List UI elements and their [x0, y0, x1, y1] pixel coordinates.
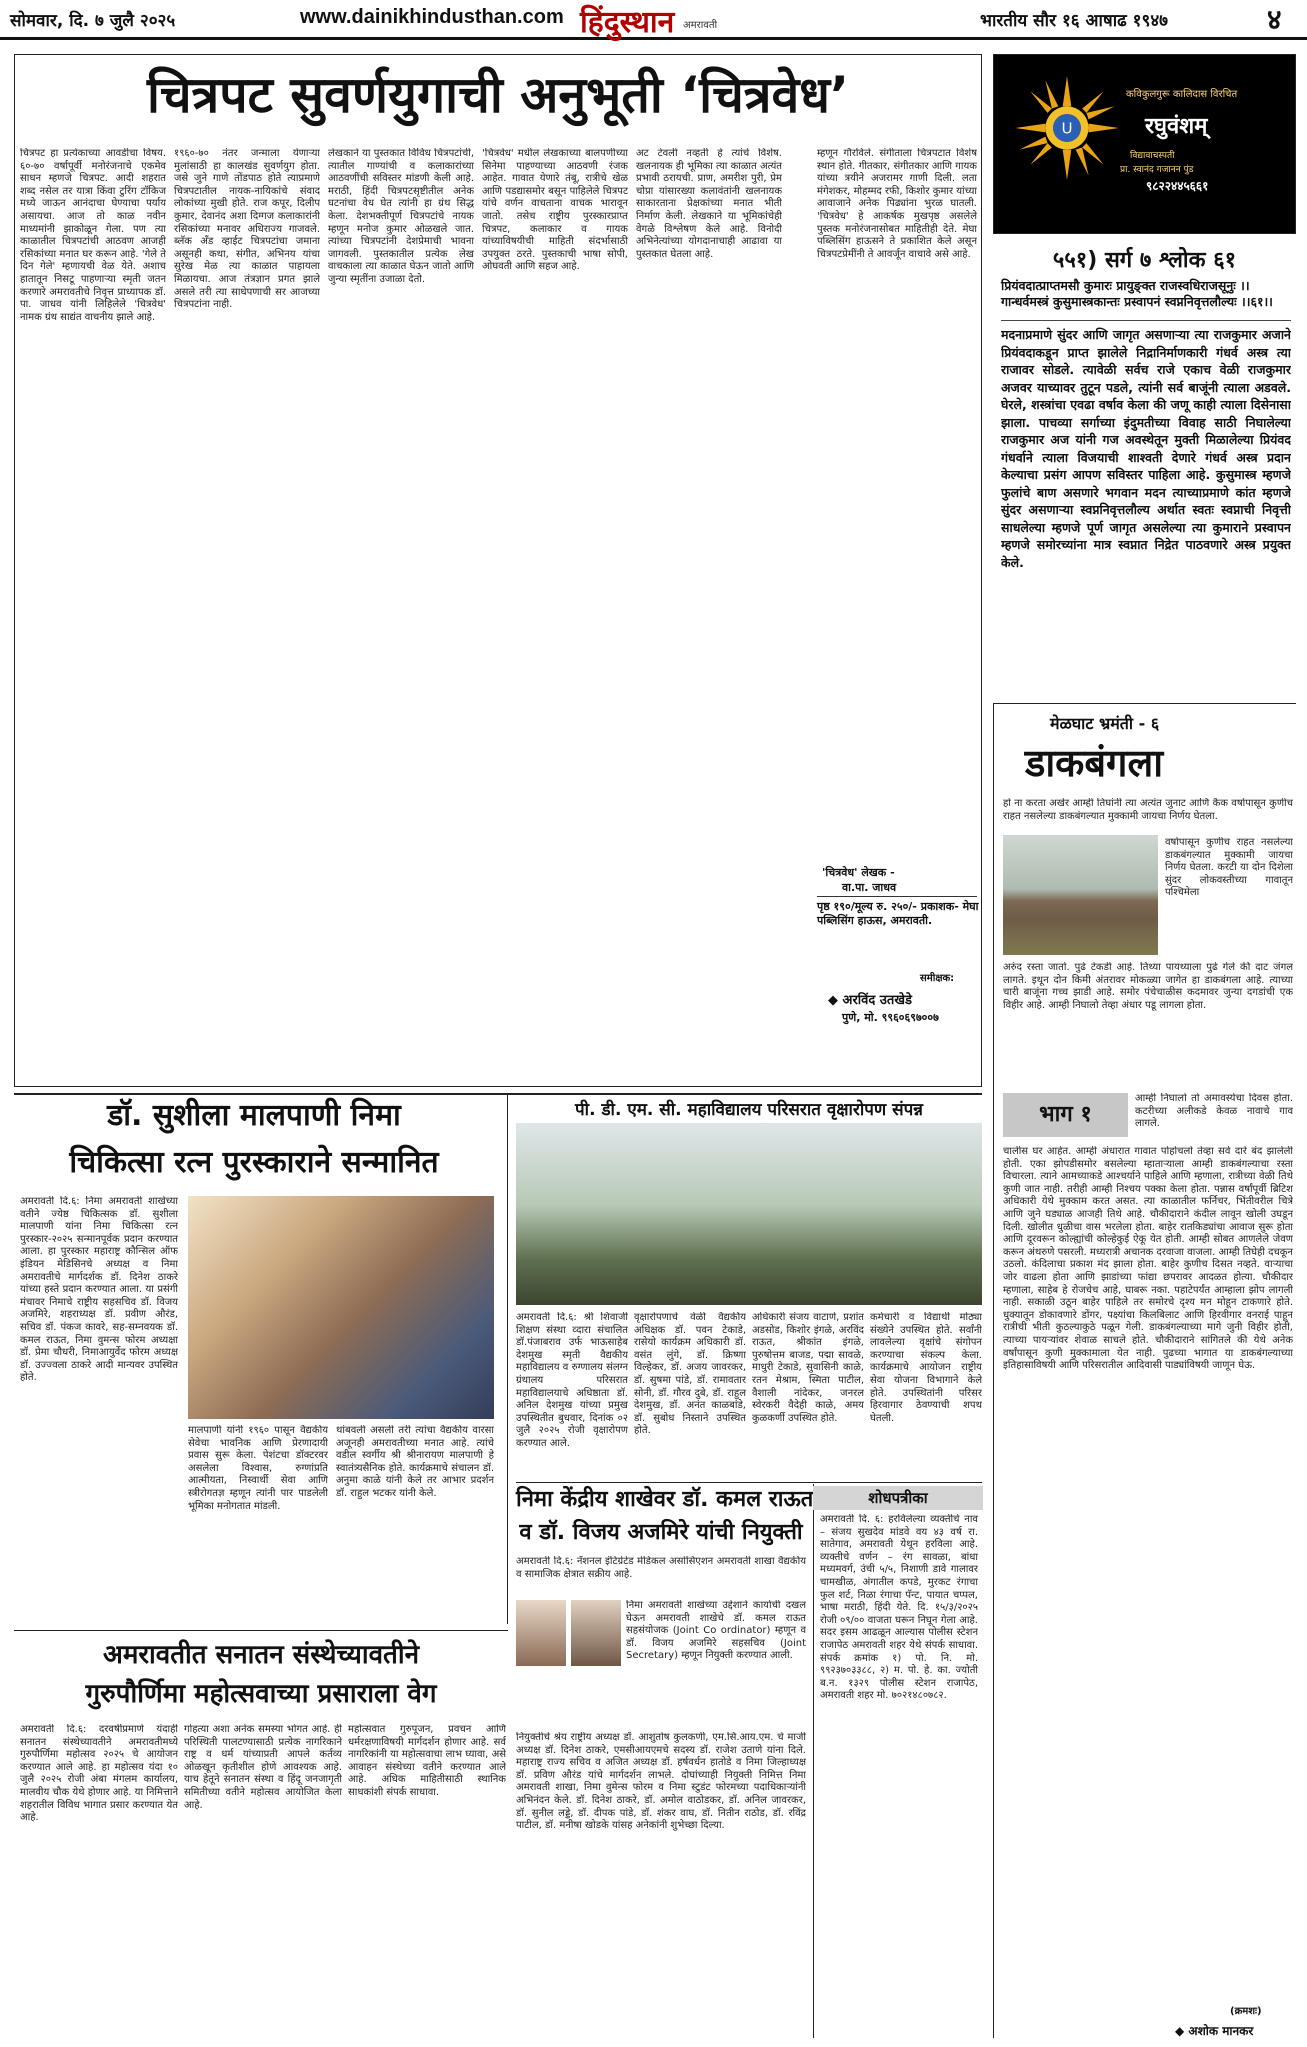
tree-column-4: कर्मचारी व विद्यार्थी मोठ्या संख्येने उपस्थित होते. सर्वांनी लावलेल्या वृक्षांचे संगोपन करण्याचा संकल्प केला. कार्यक्रमाचे आयोजन राष्ट्रीय सेवा योजना विभागाने केले होते. उपस्थितांनी परिसर हिरवागार ठेवण्याची शपथ घेतली. — [870, 1312, 982, 1424]
ad-title: रघुवंशम् — [1145, 114, 1208, 139]
svg-text:U: U — [1061, 119, 1073, 138]
sushila-column-1: अमरावती दि.६: निमा अमरावती शाखेच्या वतीने ज्येष्ठ चिकित्सक डॉ. सुशीला मालपाणी यांना निमा चिकित्सा रत्न पुरस्कार-२०२५ सन्मानपूर्वक प्रदान करण्यात आला. हा पुरस्कार महाराष्ट्र कौन्सिल ऑफ इंडियन मेडिसिनचे अध्यक्ष व निमा अमरावतीचे मार्गदर्शक डॉ. दिनेश ठाकरे यांच्या हस्ते प्रदान करण्यात आला. या प्रसंगी मंचावर निमाचे राष्ट्रीय सहसचिव डॉ. विजय अजमिरे, शहराध्यक्ष डॉ. प्रवीण औरंड, सचिव डॉ. पंकज कावरे, सह-सम्नवयक डॉ. कमल राऊत, निमा वुमन्स फोरम अध्यक्षा डॉ. प्रेमा चौधरी, निमाआयुर्वेद फोरम अध्यक्ष डॉ. उज्ज्वला ठाकरे आदी मान्यवर उपस्थित होते. — [20, 1196, 178, 1384]
masthead-calendar: भारतीय सौर १६ आषाढ १९४७ — [980, 11, 1168, 31]
raut-headline-1: निमा केंद्रीय शाखेवर डॉ. कमल राऊत — [516, 1487, 814, 1512]
sushila-headline-1: डॉ. सुशीला मालपाणी निमा — [107, 1098, 401, 1133]
sushila-column-3: थांबवली असली तरी त्यांचा वैद्यकीय वारसा अजूनही अमरावतीच्या मनात आहे. त्यांचे वडील स्वर्गीय श्री श्रीनारायण मालपाणी हे स्वातंत्र्यसैनिक होते. कार्यक्रमाचे संचालन डॉ. अनुमा काळे यांनी केले तर आभार प्रदर्शन डॉ. राहुल भटकर यांनी केले. — [336, 1425, 494, 1499]
book-title: 'चित्रवेध' लेखक - — [822, 866, 895, 879]
feature-column-4: 'चित्रवेध' मधील लेखकाच्या बालपणीच्या सिनेमा पाहण्याच्या आठवणी रंजक आहेत. गावात येणारे तंबू, रात्रीचे खेळ आणि पडद्यासमोर बसून पाहिलेले चित्रपट यांचे वर्णन वाचताना वाचक भारावून जातो. तसेच राष्ट्रीय पुरस्कारप्राप्त चित्रपट, कलाकार व गायक यांच्याविषयीची माहिती संदर्भासाठी उपयुक्त ठरते. पुस्तकाची भाषा सोपी, ओघवती आणि सहज आहे. — [482, 148, 628, 273]
melghat-title: डाकबंगला — [1025, 741, 1164, 785]
verse-sanskrit: प्रियंवदात्प्राप्तमसौ कुमारः प्रायुङ्क्त राजस्वधिराजसूनुः ।। गान्धर्वमस्त्रं कुसुमास्त्रकान्तः प्रस्वापनं स्वप्ननिवृत्तलौल्यः ।।६१।। — [1001, 278, 1273, 309]
masthead-website[interactable]: www.dainikhindusthan.com — [300, 6, 564, 28]
melghat-series: मेळघाट भ्रमंती - ६ — [1050, 714, 1160, 733]
melghat-body: चालीस घर आहेत. आम्ही अंधारात गावात पोहोचलो तेव्हा सर्व दारे बंद झालेली होती. एका झोपडीसमोर बसलेल्या म्हाताऱ्याला आम्ही डाकबंगल्याचा रस्ता विचारला. त्याने आमच्याकडे आश्चर्याने पाहिले आणि म्हणाला, रात्रीच्या वेळी तिथे कुणी जात नाही. तरीही आम्ही निश्चय पक्का केला होता. पन्नास वर्षांपूर्वी ब्रिटिश अधिकारी येथे मुक्काम करत असत. त्या काळातील फर्निचर, भिंतीवरील चित्रे आणि जुने घड्याळ आजही तिथे आहे. चौकीदाराने कंदील लावून खोली उघडून दिली. खोलीत धुळीचा वास भरलेला होता. बाहेर रातकिड्यांचा आवाज सुरू होता आणि दूरवरून कोल्ह्यांची कोल्हेकुई ऐकू येत होती. आम्ही सोबत आणलेले जेवण करून अंथरुणे पसरली. मध्यरात्री अचानक दरवाजा वाजला. आम्ही तिघेही दचकून उठलो. कंदिलाचा प्रकाश मंद झाला होता. बाहेर कुणीच दिसत नव्हते. वाऱ्याचा जोर वाढला होता आणि झाडांच्या फांद्या छपरावर आदळत होत्या. चौकीदार म्हणाला, साहेब हे रोजचेच आहे, घाबरू नका. पहाटेपर्यंत आम्हाला झोप लागली नाही. सकाळी उठून बाहेर पाहिले तर समोरचे दृश्य मन मोहून टाकणारे होते. धुक्यातून डोकावणारे डोंगर, पक्ष्यांचा किलबिलाट आणि हिरवीगार वनराई पाहून रात्रीची भीती कुठल्याकुठे पळून गेली. डाकबंगल्याच्या मागे जुनी विहीर होती, त्याच्या पायऱ्यांवर शेवाळ साचले होते. चौकीदाराने सांगितले की येथे अनेक वर्षांपासून कुणी मुक्कामाला येत नाही. पुढच्या भागात या डाकबंगल्याच्या इतिहासाविषयी आणि परिसरातील आदिवासी पाड्यांविषयी जाणून घेऊ. — [1003, 1146, 1293, 1372]
dak-bungalow-photo — [1003, 835, 1158, 955]
melghat-paragraph: अरुंद रस्ता जातो. पुढे टेकडी आहे. तिथ्या पायथ्याला पुढे गेले की दाट जंगल लागते. इथून दोन किमी अंतरावर मोकळ्या जागेत हा डाकबंगला आहे. त्याच्या चारी बाजूंना गच्च झाडी आहे. समोर पंचेचाळीस कदमावर जुन्या दगडांची एक विहीर आहे. आम्ही निघालो तेव्हा अंधार पडू लागला होता. — [1003, 962, 1293, 1011]
reviewer-name: ◆ अरविंद उतखेडे — [828, 993, 912, 1008]
tree-plantation-headline: पी. डी. एम. सी. महाविद्यालय परिसरात वृक्षारोपण संपन्न — [575, 1100, 923, 1120]
sanatan-headline-1: अमरावतीत सनातन संस्थेच्यावतीने — [102, 1640, 420, 1670]
feature-column-1: चित्रपट हा प्रत्येकाच्या आवडीचा विषय. ६०-७० वर्षापूर्वी मनोरंजनाचे एकमेव साधन म्हणजे चित्रपट. आदी शहरात शब्द नसेल तर यात्रा किंवा टुरिंग टॉकिज मध्ये जाऊन आनंदाचा घेण्याचा पर्याय असायचा. आज तो काळ नवीन माध्यमांनी झाकोळून गेला. पण त्या काळातील चित्रपटांची आठवण आजही रसिकांच्या मनात घर करून आहे. 'गेले ते दिन गेले' म्हणायची वेळ येते. अशाच हातातून निसटू पाहणाऱ्या स्मृती जतन करणारे अमरावतीचे निवृत्त प्राध्यापक डॉ. पा. जाधव यांनी लिहिलेले 'चित्रवेध' नामक ग्रंथ साद्यंत वाचनीय झाले आहे. — [20, 148, 166, 323]
section-divider — [14, 1630, 508, 1631]
sanatan-column-2: गोहत्या अशा अनेक समस्या भोगत आहे. ही परिस्थिती पालटण्यासाठी प्रत्येक नागरिकाने राष्ट्र व धर्म यांच्याप्रती आपले कर्तव्य ओळखून कृतीशील होणे आवश्यक आहे. याच हेतूने सनातन संस्था व हिंदू जनजागृती समितीच्या वतीने महोत्सव आयोजित केला आहे. — [184, 1724, 342, 1811]
reviewer-contact: पुणे, मो. ९९६०६९७००७ — [842, 1011, 939, 1024]
newspaper-logo: हिंदुस्थान — [580, 5, 675, 40]
part-badge-label: भाग १ — [1039, 1102, 1092, 1127]
book-info-divider — [817, 896, 977, 897]
masthead-date: सोमवार, दि. ७ जुलै २०२५ — [10, 11, 176, 31]
feature-column-2: १९६०-७० नंतर जन्माला येणाऱ्या मुलांसाठी हा कालखंड सुवर्णयुग होता. जसे जुने गाणे तोंडपाठ होते त्याप्रमाणे चित्रपटातील नायक-नायिकांचे संवाद लोकांच्या मुखी होते. राज कपूर, दिलीप कुमार, देवानंद अशा दिग्गज कलाकारांनी रसिकांच्या मनावर अधिराज्य गाजवले. ब्लॅक अँड व्हाईट चित्रपटांचा जमाना असूनही कथा, संगीत, अभिनय यांचा सुरेख मेळ त्या काळात पाहायला मिळायचा. आज तंत्रज्ञान प्रगत झाले असले तरी त्या साधेपणाची सर आजच्या चित्रपटांना नाही. — [174, 148, 320, 311]
page-number: ४ — [1267, 3, 1282, 36]
missing-notice-header: शोधपत्रीका — [813, 1486, 983, 1510]
book-author: वा.पा. जाधव — [842, 881, 897, 894]
verse-commentary: मदनाप्रमाणे सुंदर आणि जागृत असणाऱ्या त्या राजकुमार अजाने प्रियंवदाकडून प्राप्त झालेले निद्रानिर्माणकारी गंधर्व अस्त्र त्या राजावर सोडले. त्यावेळी सर्वच राजे एकाच वेळी राजकुमार अजवर याच्यावर तुटून पडले, त्यांनी सर्व बाजूंनी त्याला अडवले. घेरले, शस्त्रांचा एवढा वर्षाव केला की जणू काही त्याला दिसेनासा झाला. पाचव्या सर्गाच्या इंदुमतीच्या विवाह साठी निघालेल्या राजकुमार अज यांनी गज अवस्थेतून मुक्ती मिळालेल्या प्रियंवद गंधर्वाने त्याला विजयाची शाश्वती देणारे गंधर्व अस्त्र प्रदान केल्याचा प्रसंग आपण सविस्तर पाहिला आहे. कुसुमास्त्र म्हणजे फुलांचे बाण असणारे भगवान मदन त्याच्याप्रमाणे कांत म्हणजे सुंदर असणाऱ्या स्वप्ननिवृत्तलौल्य अर्थात स्वतः स्वप्नाची निवृत्ती साधलेल्या म्हणजे पूर्ण जागृत असलेल्या त्या कुमाराने प्रस्वापन म्हणजे समोरच्यांना मात्र स्वप्नात निद्रेत पाठवणारे अस्त्र प्रयुक्त केले. — [1001, 327, 1291, 570]
raut-headline-2: व डॉ. विजय अजमिरे यांची नियुक्ती — [519, 1520, 803, 1545]
section-divider — [516, 1482, 982, 1483]
continued-label: (क्रमशः) — [1230, 2006, 1262, 2017]
feature-headline: चित्रपट सुवर्णयुगाची अनुभूती ‘चित्रवेध’ — [146, 66, 850, 124]
newspaper-edition: अमरावती — [683, 20, 718, 31]
sanatan-headline-2: गुरुपौर्णिमा महोत्सवाच्या प्रसाराला वेग — [85, 1679, 437, 1709]
raut-dateline: अमरावती दि.६: नॅशनल इंटिग्रेटेड मेडिकल असोसिएशन अमरावती शाखा वैद्यकीय व सामाजिक क्षेत्रात सक्रीय आहे. — [516, 1556, 806, 1580]
raut-body: नियुक्तीचे श्रेय राष्ट्रीय अध्यक्ष डॉ. आशुतोष कुलकर्णी, एम.सि.आय.एम. चे माजी अध्यक्ष डॉ. दिनेश ठाकरे, एमसीआयएमचे सदस्य डॉ. राजेश उताणे यांना दिले. महाराष्ट्र राज्य सचिव व अजित अध्यक्ष डॉ. हर्षवर्धन हातोडे व निमा जिल्हाध्यक्ष डॉ. प्रविण औरंड यांचे मार्गदर्शन लाभले. दोघांच्याही नियुक्ती निमित्त निमा अमरावती शाखा, निमा वुमेन्स फोरम व निमा स्टुडंट फोरमच्या पदाधिकाऱ्यांनी अभिनंदन केले. डॉ. दिनेश ठाकरे, डॉ. अमोल वाठोडकर, डॉ. अनिल जावरकर, डॉ. सुनील लड्डे, डॉ. दीपक पांडे, डॉ. शंकर वाघ, डॉ. नितीन राठोड, डॉ. रविंद्र पाटील, डॉ. मनीषा खोडके यांसह अनेकांनी शुभेच्छा दिल्या. — [516, 1732, 806, 1832]
sun-logo-icon — [1013, 74, 1121, 182]
melghat-column-2: आम्ही निघालो तो अमावस्येचा दिवस होता. कटरीच्या अलीकडे केवळ नावाचे गाव लागले. — [1135, 1093, 1293, 1130]
verse-divider — [1001, 320, 1291, 321]
melghat-author: ◆ अशोक मानकर — [1175, 2024, 1254, 2038]
melghat-top-rule — [993, 703, 1296, 704]
missing-notice-body: अमरावती दि. ६: हरविलेल्या व्यक्तीचे नाव – संजय सुखदेव मांडवे वय ४३ वर्ष रा. सातेगाव, अमरावती येथून हरविला आहे. व्यक्तीचे वर्णन – रंग सावळा, बांधा मध्यमवर्ग, उंची ५/५, निशाणी डावे गालावर चामखीळ, अंगातील कपडे, मुरकट रंगाचा फुल शर्ट, निळा रंगाचा पॅन्ट, पायात चप्पल, भाषा मराठी, हिंदी येते. दि. १५/३/२०२५ रोजी ०९/०० वाजता घरून निघून गेला आहे. सदर इसम आढळून आल्यास पोलीस स्टेशन राजापेठ अमरावती शहर येथे संपर्क साधावा. संपर्क क्रमांक १) पो. नि. मो. ९९२३७०३३८८, २) म. पो. हे. का. ज्योती ब.न. १३२९ पोलीस स्टेशन राजापेठ, अमरावती शहर मो. ७०२१४८०७८२. — [820, 1514, 978, 1702]
feature-column-3: लेखकाने या पुस्तकात विविध चित्रपटांची, त्यातील गाण्यांची व कलाकारांच्या आठवणींची सविस्तर मांडणी केली आहे. मराठी, हिंदी चित्रपटसृष्टीतील अनेक घटनांचा वेध घेत त्यांनी हा ग्रंथ सिद्ध केला. देशभक्तीपूर्ण चित्रपटांचे नायक म्हणून मनोज कुमार ओळखले जात. त्यांच्या चित्रपटांनी देशप्रेमाची भावना जागवली. पुस्तकातील प्रत्येक लेख वाचकाला त्या काळात घेऊन जातो आणि जुन्या स्मृतींना उजाळा देतो. — [328, 148, 474, 285]
ad-author: कविकुलगुरू कालिदास विरचित — [1126, 89, 1238, 100]
tree-column-3: अधिकारी संजय वाटाणे, प्रशांत अडसोड, किशोर इंगळे, अरविंद राऊत, श्रीकांत इंगळे, पुरुषोत्तम बाजड, पद्मा सावळे, माधुरी टेकाडे, सुवासिनी काळे, रतन मेश्राम, स्मिता पाटील, वैशाली नांदेकर, जनरल स्वेरकरी वैदेही काळे, अमय कुळकर्णी उपस्थित होते. — [752, 1312, 864, 1424]
sanatan-column-3: महोत्सवात गुरुपूजन, प्रवचन आणि धर्मरक्षणाविषयी मार्गदर्शन होणार आहे. सर्व नागरिकांनी या महोत्सवाचा लाभ घ्यावा, असे आवाहन संस्थेच्या वतीने करण्यात आले आहे. अधिक माहितीसाठी स्थानिक साधकांशी संपर्क साधावा. — [348, 1724, 506, 1798]
ad-phone: ९८२२४४५६६१ — [1146, 179, 1209, 193]
award-ceremony-photo — [188, 1196, 494, 1419]
tree-plantation-photo — [516, 1123, 982, 1305]
sanatan-column-1: अमरावती दि.६: दरवर्षीप्रमाणे यंदाही सनातन संस्थेच्यावतीने अमरावतीमध्ये गुरुपौर्णिमा महोत्सव २०२५ चे आयोजन करण्यात आले आहे. हा महोत्सव यंदा १० जुलै २०२५ रोजी अंबा मंगलम कार्यालय, मालवीय चौक येथे होणार आहे. या निमित्ताने शहरातील विविध भागात प्रसार करण्यात येत आहे. — [20, 1724, 178, 1824]
melghat-intro: हो ना करता अखेर आम्ही तिघांनी त्या अत्यंत जुनाट आणि कैक वर्षापासून कुणीच राहत नसलेल्या डाकबंगल्यात मुक्कामी जायचा निर्णय घेतला. — [1003, 798, 1293, 822]
verse-title: ५५१) सर्ग ७ श्लोक ६१ — [1052, 248, 1237, 273]
melghat-column-1: वर्षापासून कुणीच राहत नसलेल्या डाकबंगल्यात मुक्कामी जायचा निर्णय घेतला. करटी या दोन दिशेला सुंदर लोकवस्तीच्या गावातून पश्चिमेला — [1165, 837, 1293, 899]
portrait-photo — [516, 1600, 566, 1666]
ad-subtitle-2: प्रा. स्वानंद गजानन पुंड — [1120, 165, 1194, 175]
raut-side-text: निमा अमरावती शाखेच्या उद्देशाने कार्याची दखल घेऊन अमरावती शाखेचे डॉ. कमल राऊत सहसंयोजक (Joint Co ordinator) म्हणून व डॉ. विजय अजमिरे सहसचिव (Joint Secretary) म्हणून नियुक्ती करण्यात आली. — [626, 1600, 806, 1662]
tree-column-2: वृक्षारोपणाचे वेळी वैद्यकीय अधिक्षक डॉ. पवन टेकाडे, रासेयो कार्यक्रम अधिकारी डॉ. वसंत लुंगे, डॉ. क्रिष्णा विल्हेकर, डॉ. अजय जावरकर, डॉ. सुषमा पांडे, डॉ. रामावतार सोनी, डॉ. गौरव दुबे, डॉ. राहुल देशमुख, डॉ. अनंत काळबांडे, डॉ. सुबोध निस्ताने उपस्थित होते. — [634, 1312, 746, 1437]
ad-subtitle-1: विद्यावाचस्पती — [1130, 151, 1175, 161]
book-meta: पृष्ठ १९०/मूल्य रु. २५०/- प्रकाशक- मेघा पब्लिसिंग हाऊस, अमरावती. — [817, 900, 979, 927]
sushila-headline-2: चिकित्सा रत्न पुरस्काराने सन्मानित — [69, 1145, 439, 1180]
reviewer-label: समीक्षक: — [920, 973, 955, 984]
sushila-column-2: मालपाणी यांनी १९६० पासून वैद्यकीय सेवेचा भावनिक आणि प्रेरणादायी प्रवास सुरू केला. पेशंटचा डॉक्टरवर असलेला विश्वास, रुग्णांप्रति आत्मीयता, निस्वार्थी सेवा आणि स्त्रीरोगतज्ञ म्हणून त्यांनी पार पाडलेली भूमिका मनोगतात मांडली. — [188, 1425, 328, 1512]
feature-column-6: म्हणून गौरविले. संगीताला चित्रपटात विशेष स्थान होते. गीतकार, संगीतकार आणि गायक यांच्या त्रयीने अजरामर गाणी दिली. लता मंगेशकर, मोहम्मद रफी, किशोर कुमार यांच्या आवाजाने अनेक पिढ्यांना भुरळ घातली. 'चित्रवेध' हे आकर्षक मुखपृष्ठ असलेले पुस्तक मनोरंजनासोबत माहितीही देते. मेघा पब्लिसिंग हाऊसने ते प्रकाशित केले असून चित्रपटप्रेमींनी ते आवर्जून वाचावे असे आहे. — [817, 148, 977, 260]
portrait-photo — [571, 1600, 621, 1666]
masthead — [0, 0, 1307, 40]
feature-column-5: अट टेवली नव्हती हे त्यांचे विशेष. खलनायक ही भूमिका त्या काळात अत्यंत प्रभावी ठरायची. प्राण, अमरीश पुरी, प्रेम चोप्रा यांसारख्या कलावंतांनी खलनायक साकारताना प्रेक्षकांच्या मनात भीती निर्माण केली. लेखकाने या भूमिकांचेही वेगळे विश्लेषण केले आहे. विनोदी अभिनेत्यांच्या योगदानाचाही आढावा या पुस्तकात घेतला आहे. — [636, 148, 782, 260]
tree-column-1: अमरावती दि.६: श्री शिवाजी शिक्षण संस्था व्दारा संचालित डॉ.पंजाबराव उर्फ भाऊसाहेब देशमुख स्मृती वैद्यकीय महाविद्यालय व रुग्णालय संलग्न ग्रंथालय परिसरात महाविद्यालयाचे अधिष्ठाता डॉ. अनिल देशमुख यांच्या प्रमुख उपस्थितीत बुधवार, दिनांक ०२ जुलै २०२५ रोजी वृक्षारोपण करण्यात आले. — [516, 1312, 628, 1449]
